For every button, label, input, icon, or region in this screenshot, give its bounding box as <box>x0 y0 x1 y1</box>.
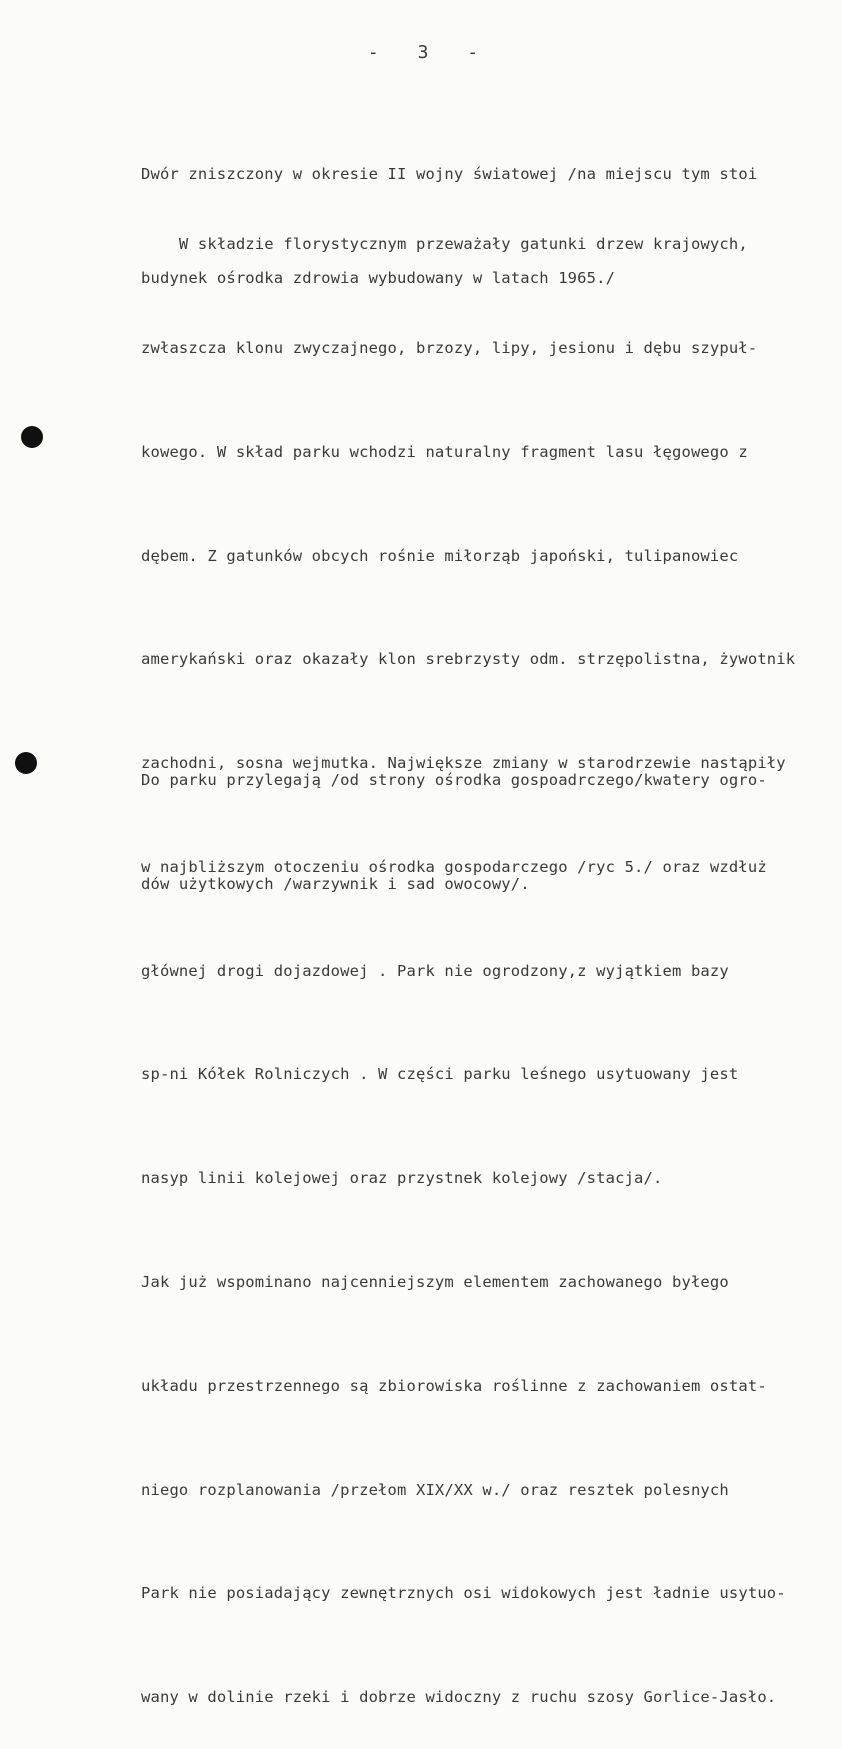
text-line: Park nie posiadający zewnętrznych osi widokowych jest ładnie usytuo- <box>141 1584 786 1603</box>
paragraph-2 <box>141 158 841 1749</box>
text-line: zachodni, sosna wejmutka. Największe zmiany w starodrzewie nastąpiły <box>141 754 786 773</box>
punch-hole <box>15 752 37 774</box>
text-line: niego rozplanowania /przełom XIX/XX w./ oraz resztek polesnych <box>141 1480 729 1499</box>
text-line: Dwór zniszczony w okresie II wojny światowej /na miejscu tym stoi <box>141 165 758 184</box>
text-line: układu przestrzennego są zbiorowiska roślinne z zachowaniem ostat- <box>141 1376 767 1395</box>
text-line: w najbliższym otoczeniu ośrodka gospodarczego /ryc 5./ oraz wzdłuż <box>141 857 767 876</box>
text-line: głównej drogi dojazdowej . Park nie ogrodzony,z wyjątkiem bazy <box>141 961 729 980</box>
text-line: Jak już wspominano najcenniejszym elementem zachowanego byłego <box>141 1273 729 1291</box>
punch-hole <box>21 426 43 448</box>
text-line: wany w dolinie rzeki i dobrze widoczny z ruchu szosy Gorlice-Jasło. <box>141 1688 777 1707</box>
page-number: - 3 - <box>367 42 493 63</box>
text-line: W składzie florystycznym przeważały gatunki drzew krajowych, <box>141 235 748 254</box>
text-line: sp-ni Kółek Rolniczych . W części parku leśnego usytuowany jest <box>141 1065 739 1084</box>
text-line: kowego. W skład parku wchodzi naturalny fragment lasu łęgowego z <box>141 442 748 461</box>
text-line: zwłaszcza klonu zwyczajnego, brzozy, lipy, jesionu i dębu szypuł- <box>141 338 758 357</box>
paragraph-3 <box>141 694 841 936</box>
text-line: amerykański oraz okazały klon srebrzysty odm. strzępolistna, żywotnik <box>141 650 796 669</box>
text-line: budynek ośrodka zdrowia wybudowany w latach 1965./ <box>141 268 616 287</box>
text-line: dębem. Z gatunków obcych rośnie miłorząb japoński, tulipanowiec <box>141 546 739 565</box>
text-line: Do parku przylegają /od strony ośrodka gospoadrczego/kwatery ogro- <box>141 771 767 790</box>
text-line: dów użytkowych /warzywnik i sad owocowy/. <box>141 874 530 893</box>
text-line: nasyp linii kolejowej oraz przystnek kolejowy /stacja/. <box>141 1169 663 1188</box>
